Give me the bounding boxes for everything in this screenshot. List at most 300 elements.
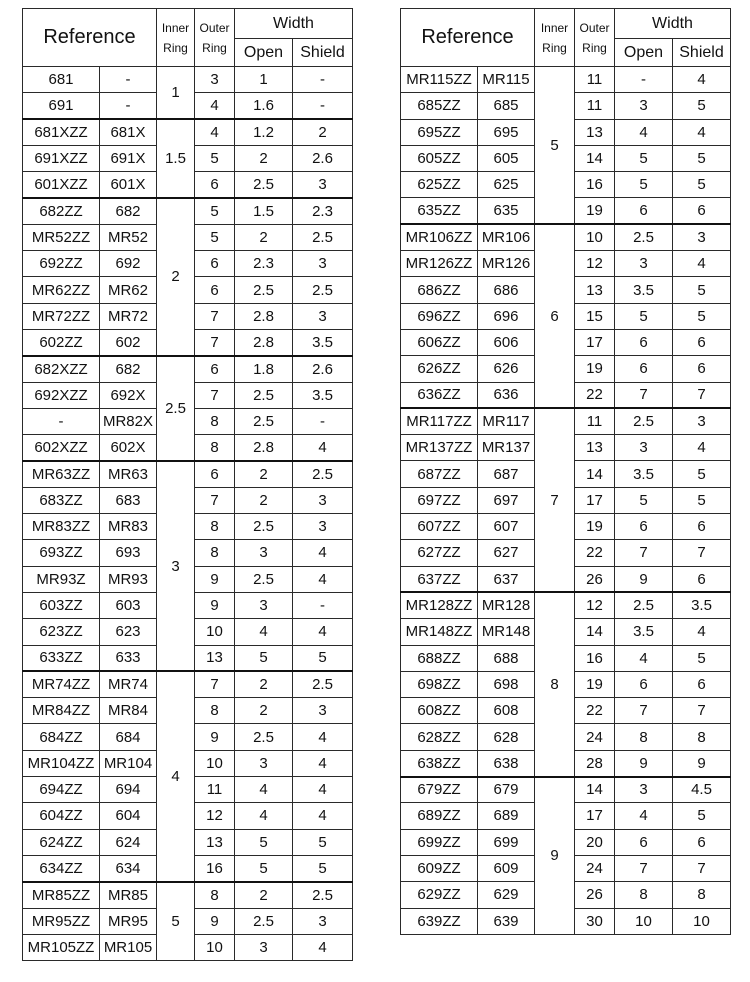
open-width-cell: 2.8 (235, 303, 293, 329)
inner-ring-cell: 1.5 (157, 119, 195, 198)
outer-ring-cell: 8 (195, 435, 235, 461)
outer-ring-cell: 8 (195, 882, 235, 908)
table-header (23, 9, 353, 67)
shield-width-cell: 4 (293, 750, 353, 776)
reference-open-cell: 695 (478, 119, 535, 145)
table-row (401, 592, 731, 618)
open-width-cell: 2.5 (235, 908, 293, 934)
reference-open-cell: MR106 (478, 224, 535, 250)
open-width-cell: 7 (615, 855, 673, 881)
outer-ring-cell: 12 (575, 592, 615, 618)
open-width-cell: 6 (615, 356, 673, 382)
outer-ring-cell: 11 (575, 408, 615, 434)
reference-zz-cell: MR83ZZ (23, 514, 100, 540)
open-width-cell: 4 (235, 619, 293, 645)
reference-zz-cell: 681XZZ (23, 119, 100, 145)
shield-width-cell: 2.5 (293, 671, 353, 697)
open-width-cell: 2.8 (235, 435, 293, 461)
reference-open-cell: MR105 (100, 934, 157, 960)
reference-open-cell: 686 (478, 277, 535, 303)
shield-width-cell: 5 (673, 277, 731, 303)
outer-ring-cell: 6 (195, 172, 235, 198)
outer-ring-cell: 4 (195, 93, 235, 119)
open-width-cell: 2.5 (235, 514, 293, 540)
outer-ring-cell: 19 (575, 356, 615, 382)
reference-open-cell: 629 (478, 882, 535, 908)
shield-width-cell: 4 (673, 619, 731, 645)
reference-open-cell: MR63 (100, 461, 157, 487)
table-row (23, 882, 353, 908)
outer-ring-cell: 26 (575, 566, 615, 592)
reference-zz-cell: 638ZZ (401, 750, 478, 776)
inner-ring-cell: 3 (157, 461, 195, 671)
shield-width-cell: 4 (673, 119, 731, 145)
shield-header: Shield (673, 39, 731, 67)
shield-width-cell: 4 (673, 67, 731, 93)
reference-zz-cell: 602XZZ (23, 435, 100, 461)
shield-width-cell: 5 (673, 303, 731, 329)
inner-ring-header (157, 9, 195, 67)
shield-width-cell: 4 (293, 803, 353, 829)
shield-width-cell: 2 (293, 119, 353, 145)
table-row (23, 67, 353, 93)
width-header: Width (615, 9, 731, 39)
reference-open-cell: 602 (100, 329, 157, 355)
reference-open-cell: 634 (100, 855, 157, 881)
reference-zz-cell: 682ZZ (23, 198, 100, 224)
outer-ring-cell: 16 (575, 172, 615, 198)
outer-ring-cell: 9 (195, 724, 235, 750)
outer-ring-cell: 24 (575, 855, 615, 881)
reference-open-cell: 682 (100, 198, 157, 224)
shield-width-cell: 5 (673, 145, 731, 171)
reference-open-cell: 696 (478, 303, 535, 329)
shield-width-cell: 3 (673, 224, 731, 250)
open-width-cell: 3 (235, 750, 293, 776)
outer-ring-cell: 26 (575, 882, 615, 908)
open-header: Open (615, 39, 673, 67)
outer-ring-cell: 6 (195, 461, 235, 487)
reference-open-cell: MR83 (100, 514, 157, 540)
reference-open-cell: 639 (478, 908, 535, 934)
reference-zz-cell: 604ZZ (23, 803, 100, 829)
reference-open-cell: 689 (478, 803, 535, 829)
reference-zz-cell: 635ZZ (401, 198, 478, 224)
reference-open-cell: 699 (478, 829, 535, 855)
open-width-cell: 3 (235, 592, 293, 618)
reference-open-cell: 627 (478, 540, 535, 566)
outer-ring-cell: 13 (195, 645, 235, 671)
shield-width-cell: 4 (293, 540, 353, 566)
reference-zz-cell: 698ZZ (401, 671, 478, 697)
reference-zz-cell: MR105ZZ (23, 934, 100, 960)
outer-ring-cell: 20 (575, 829, 615, 855)
outer-ring-cell: 10 (195, 934, 235, 960)
reference-header: Reference (401, 9, 535, 67)
reference-open-cell: MR117 (478, 408, 535, 434)
outer-ring-cell: 19 (575, 671, 615, 697)
outer-ring-cell: 17 (575, 487, 615, 513)
reference-open-cell: 688 (478, 645, 535, 671)
shield-width-cell: 3 (293, 514, 353, 540)
outer-ring-cell: 22 (575, 382, 615, 408)
outer-ring-cell: 9 (195, 908, 235, 934)
reference-zz-cell: 692XZZ (23, 382, 100, 408)
shield-width-cell: 6 (673, 329, 731, 355)
shield-width-cell: 2.5 (293, 461, 353, 487)
open-width-cell: 5 (615, 145, 673, 171)
reference-open-cell: 691X (100, 145, 157, 171)
reference-open-cell: 685 (478, 93, 535, 119)
bearing-table-right (400, 8, 731, 935)
outer-ring-cell: 8 (195, 408, 235, 434)
shield-width-cell: 6 (673, 514, 731, 540)
open-width-cell: 3.5 (615, 277, 673, 303)
shield-width-cell: 2.5 (293, 882, 353, 908)
open-width-cell: - (615, 67, 673, 93)
reference-open-cell: 605 (478, 145, 535, 171)
reference-open-cell: MR52 (100, 224, 157, 250)
shield-width-cell: 2.6 (293, 356, 353, 382)
reference-open-cell: 602X (100, 435, 157, 461)
outer-ring-header-line2: Ring (202, 40, 227, 55)
reference-open-cell: 626 (478, 356, 535, 382)
open-width-cell: 4 (615, 119, 673, 145)
outer-ring-cell: 14 (575, 619, 615, 645)
outer-ring-cell: 10 (195, 619, 235, 645)
shield-width-cell: 5 (673, 93, 731, 119)
open-width-cell: 2.5 (235, 408, 293, 434)
open-width-cell: 10 (615, 908, 673, 934)
shield-width-cell: 8 (673, 882, 731, 908)
table-row (401, 224, 731, 250)
reference-zz-cell: 683ZZ (23, 487, 100, 513)
outer-ring-cell: 6 (195, 251, 235, 277)
shield-width-cell: 2.5 (293, 224, 353, 250)
shield-width-cell: 5 (673, 803, 731, 829)
open-width-cell: 3 (235, 934, 293, 960)
reference-zz-cell: MR137ZZ (401, 435, 478, 461)
reference-zz-cell: MR63ZZ (23, 461, 100, 487)
reference-open-cell: - (100, 67, 157, 93)
reference-zz-cell: 639ZZ (401, 908, 478, 934)
outer-ring-cell: 14 (575, 461, 615, 487)
table-header (401, 9, 731, 67)
shield-width-cell: - (293, 93, 353, 119)
reference-zz-cell: MR93Z (23, 566, 100, 592)
reference-zz-cell: 684ZZ (23, 724, 100, 750)
reference-zz-cell: 623ZZ (23, 619, 100, 645)
outer-ring-header-line2: Ring (582, 40, 607, 55)
open-width-cell: 6 (615, 198, 673, 224)
reference-zz-cell: 633ZZ (23, 645, 100, 671)
reference-open-cell: MR95 (100, 908, 157, 934)
width-header: Width (235, 9, 353, 39)
open-width-cell: 5 (615, 172, 673, 198)
open-width-cell: 1.8 (235, 356, 293, 382)
open-width-cell: 5 (615, 487, 673, 513)
open-width-cell: 6 (615, 329, 673, 355)
outer-ring-cell: 19 (575, 198, 615, 224)
open-width-cell: 1.5 (235, 198, 293, 224)
outer-ring-cell: 30 (575, 908, 615, 934)
table-row (401, 67, 731, 93)
reference-zz-cell: MR148ZZ (401, 619, 478, 645)
outer-ring-cell: 24 (575, 724, 615, 750)
open-width-cell: 4 (615, 803, 673, 829)
inner-ring-cell: 6 (535, 224, 575, 408)
inner-ring-cell: 9 (535, 777, 575, 935)
reference-zz-cell: 694ZZ (23, 777, 100, 803)
reference-open-cell: 683 (100, 487, 157, 513)
inner-ring-cell: 2.5 (157, 356, 195, 461)
outer-ring-cell: 6 (195, 356, 235, 382)
outer-ring-cell: 7 (195, 329, 235, 355)
reference-open-cell: MR82X (100, 408, 157, 434)
open-width-cell: 5 (235, 829, 293, 855)
reference-zz-cell: 602ZZ (23, 329, 100, 355)
reference-open-cell: 625 (478, 172, 535, 198)
reference-zz-cell: 628ZZ (401, 724, 478, 750)
reference-open-cell: 604 (100, 803, 157, 829)
reference-open-cell: 633 (100, 645, 157, 671)
reference-open-cell: MR104 (100, 750, 157, 776)
shield-width-cell: 9 (673, 750, 731, 776)
shield-width-cell: 5 (673, 487, 731, 513)
inner-ring-cell: 5 (157, 882, 195, 961)
reference-zz-cell: 689ZZ (401, 803, 478, 829)
reference-zz-cell: 682XZZ (23, 356, 100, 382)
reference-open-cell: - (100, 93, 157, 119)
shield-width-cell: 2.3 (293, 198, 353, 224)
table-row (23, 198, 353, 224)
reference-zz-cell: 695ZZ (401, 119, 478, 145)
table-row (23, 461, 353, 487)
shield-width-cell: 3.5 (293, 329, 353, 355)
shield-width-cell: - (293, 592, 353, 618)
outer-ring-cell: 13 (575, 119, 615, 145)
outer-ring-cell: 11 (575, 67, 615, 93)
shield-width-cell: 3 (293, 487, 353, 513)
inner-ring-cell: 1 (157, 67, 195, 120)
inner-ring-cell: 7 (535, 408, 575, 592)
shield-width-cell: 3.5 (673, 592, 731, 618)
table-row (23, 119, 353, 145)
shield-width-cell: 4 (293, 435, 353, 461)
shield-width-cell: 6 (673, 566, 731, 592)
shield-width-cell: 2.6 (293, 145, 353, 171)
reference-zz-cell: 609ZZ (401, 855, 478, 881)
open-width-cell: 3 (235, 540, 293, 566)
reference-open-cell: MR126 (478, 251, 535, 277)
shield-width-cell: 5 (673, 645, 731, 671)
reference-zz-cell: 686ZZ (401, 277, 478, 303)
outer-ring-cell: 3 (195, 67, 235, 93)
open-width-cell: 6 (615, 671, 673, 697)
shield-width-cell: 6 (673, 356, 731, 382)
open-width-cell: 5 (235, 855, 293, 881)
outer-ring-cell: 8 (195, 698, 235, 724)
reference-open-cell: 623 (100, 619, 157, 645)
reference-zz-cell: 679ZZ (401, 777, 478, 803)
reference-open-cell: 638 (478, 750, 535, 776)
reference-zz-cell: MR117ZZ (401, 408, 478, 434)
reference-zz-cell: MR62ZZ (23, 277, 100, 303)
open-width-cell: 2.5 (235, 277, 293, 303)
outer-ring-header (195, 9, 235, 67)
open-width-cell: 6 (615, 829, 673, 855)
outer-ring-header-line1: Outer (199, 20, 230, 35)
shield-width-cell: 3 (293, 698, 353, 724)
shield-width-cell: 6 (673, 671, 731, 697)
inner-ring-header-line2: Ring (163, 40, 188, 55)
open-width-cell: 2 (235, 145, 293, 171)
inner-ring-header-line1: Inner (540, 20, 569, 35)
reference-zz-cell: 625ZZ (401, 172, 478, 198)
outer-ring-cell: 11 (195, 777, 235, 803)
open-width-cell: 3 (615, 435, 673, 461)
open-width-cell: 8 (615, 724, 673, 750)
reference-open-cell: MR84 (100, 698, 157, 724)
reference-zz-cell: MR72ZZ (23, 303, 100, 329)
reference-zz-cell: 696ZZ (401, 303, 478, 329)
shield-width-cell: 5 (293, 829, 353, 855)
shield-width-cell: 7 (673, 540, 731, 566)
reference-zz-cell: 601XZZ (23, 172, 100, 198)
outer-ring-cell: 13 (575, 277, 615, 303)
reference-zz-cell: MR84ZZ (23, 698, 100, 724)
reference-zz-cell: MR74ZZ (23, 671, 100, 697)
open-width-cell: 1 (235, 67, 293, 93)
reference-zz-cell: 697ZZ (401, 487, 478, 513)
open-width-cell: 3 (615, 251, 673, 277)
open-width-cell: 2.5 (235, 172, 293, 198)
reference-open-cell: 606 (478, 329, 535, 355)
table-body (23, 67, 353, 961)
open-width-cell: 7 (615, 698, 673, 724)
outer-ring-cell: 19 (575, 514, 615, 540)
reference-zz-cell: 603ZZ (23, 592, 100, 618)
reference-open-cell: MR74 (100, 671, 157, 697)
reference-open-cell: MR128 (478, 592, 535, 618)
shield-width-cell: 4 (293, 619, 353, 645)
outer-ring-cell: 5 (195, 224, 235, 250)
open-width-cell: 2 (235, 698, 293, 724)
open-width-cell: 7 (615, 382, 673, 408)
open-width-cell: 2 (235, 461, 293, 487)
outer-ring-cell: 17 (575, 803, 615, 829)
bearing-table-left (22, 8, 353, 961)
shield-width-cell: 4 (293, 934, 353, 960)
inner-ring-cell: 2 (157, 198, 195, 356)
shield-width-cell: 3 (293, 251, 353, 277)
reference-zz-cell: 688ZZ (401, 645, 478, 671)
open-header: Open (235, 39, 293, 67)
outer-ring-cell: 14 (575, 777, 615, 803)
outer-ring-cell: 15 (575, 303, 615, 329)
reference-zz-cell: 691 (23, 93, 100, 119)
inner-ring-header (535, 9, 575, 67)
reference-zz-cell: 626ZZ (401, 356, 478, 382)
shield-width-cell: 4.5 (673, 777, 731, 803)
outer-ring-cell: 22 (575, 540, 615, 566)
open-width-cell: 2.5 (615, 408, 673, 434)
reference-zz-cell: MR128ZZ (401, 592, 478, 618)
open-width-cell: 7 (615, 540, 673, 566)
open-width-cell: 4 (235, 777, 293, 803)
outer-ring-cell: 4 (195, 119, 235, 145)
reference-open-cell: MR85 (100, 882, 157, 908)
open-width-cell: 2.5 (615, 224, 673, 250)
open-width-cell: 4 (615, 645, 673, 671)
reference-open-cell: 601X (100, 172, 157, 198)
shield-header: Shield (293, 39, 353, 67)
reference-open-cell: 679 (478, 777, 535, 803)
shield-width-cell: 2.5 (293, 277, 353, 303)
outer-ring-header-line1: Outer (579, 20, 610, 35)
shield-width-cell: 5 (673, 172, 731, 198)
reference-zz-cell: MR52ZZ (23, 224, 100, 250)
inner-ring-header-line1: Inner (161, 20, 190, 35)
reference-zz-cell: 699ZZ (401, 829, 478, 855)
outer-ring-cell: 16 (575, 645, 615, 671)
reference-open-cell: 636 (478, 382, 535, 408)
shield-width-cell: 3 (293, 172, 353, 198)
shield-width-cell: 3 (293, 303, 353, 329)
reference-open-cell: MR115 (478, 67, 535, 93)
shield-width-cell: 5 (293, 645, 353, 671)
reference-zz-cell: MR115ZZ (401, 67, 478, 93)
reference-zz-cell: 637ZZ (401, 566, 478, 592)
open-width-cell: 9 (615, 566, 673, 592)
inner-ring-cell: 8 (535, 592, 575, 776)
shield-width-cell: 4 (293, 724, 353, 750)
reference-open-cell: MR93 (100, 566, 157, 592)
outer-ring-cell: 8 (195, 514, 235, 540)
reference-zz-cell: MR126ZZ (401, 251, 478, 277)
outer-ring-cell: 17 (575, 329, 615, 355)
reference-open-cell: 692 (100, 251, 157, 277)
reference-open-cell: 684 (100, 724, 157, 750)
reference-zz-cell: MR104ZZ (23, 750, 100, 776)
open-width-cell: 9 (615, 750, 673, 776)
reference-open-cell: 609 (478, 855, 535, 881)
reference-zz-cell: - (23, 408, 100, 434)
reference-open-cell: 637 (478, 566, 535, 592)
open-width-cell: 2.5 (235, 566, 293, 592)
reference-zz-cell: MR85ZZ (23, 882, 100, 908)
open-width-cell: 5 (615, 303, 673, 329)
open-width-cell: 2 (235, 224, 293, 250)
reference-zz-cell: 624ZZ (23, 829, 100, 855)
open-width-cell: 1.6 (235, 93, 293, 119)
reference-header: Reference (23, 9, 157, 67)
reference-zz-cell: MR95ZZ (23, 908, 100, 934)
open-width-cell: 2 (235, 487, 293, 513)
reference-open-cell: 608 (478, 698, 535, 724)
reference-zz-cell: 691XZZ (23, 145, 100, 171)
outer-ring-cell: 13 (195, 829, 235, 855)
outer-ring-cell: 14 (575, 145, 615, 171)
reference-open-cell: 698 (478, 671, 535, 697)
open-width-cell: 5 (235, 645, 293, 671)
table-row (401, 777, 731, 803)
reference-zz-cell: 681 (23, 67, 100, 93)
open-width-cell: 2.5 (235, 724, 293, 750)
open-width-cell: 3 (615, 777, 673, 803)
outer-ring-cell: 6 (195, 277, 235, 303)
reference-zz-cell: MR106ZZ (401, 224, 478, 250)
